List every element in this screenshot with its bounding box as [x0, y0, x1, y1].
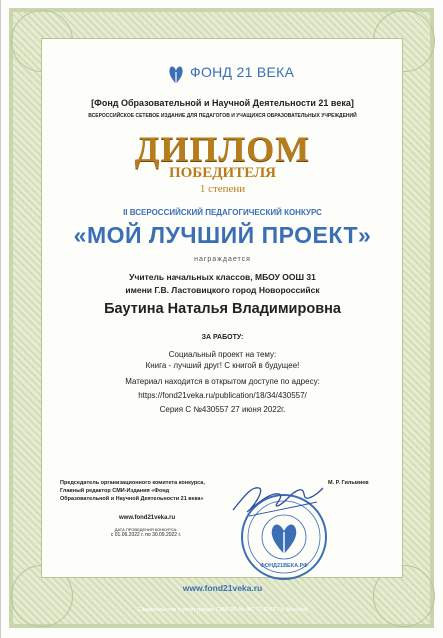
registration-certificate: Свидетельство о регистрации СМИ ЭЛ № ФС 77-83417 (г. Москва)	[137, 607, 308, 613]
chair-line2: Главный редактор СМИ-Издания «Фонд	[60, 488, 170, 494]
work-title-line2: Книга - лучший друг! С книгой в будущее!	[145, 361, 300, 370]
awarded-label: награждается	[194, 256, 251, 263]
contest-name: «МОЙ ЛУЧШИЙ ПРОЕКТ»	[73, 222, 372, 248]
access-note: Материал находится в открытом доступе по адресу:	[125, 377, 320, 386]
contest-dates: с 01.06.2022 г. по 30.09.2022 г.	[110, 532, 182, 538]
diploma-title: ДИПЛОМ	[134, 129, 311, 169]
chair-line1: Председатель организационного комитета конкурса,	[60, 480, 205, 486]
publication-url: https://fond21veka.ru/publication/18/34/430557/	[138, 391, 307, 400]
chair-line3: Образовательной и Научной Деятельности 21 века»	[60, 496, 204, 502]
fond-logo-icon	[167, 64, 185, 86]
handwritten-signature	[229, 478, 325, 522]
signer-name: М. Р. Гильмиев	[328, 480, 369, 486]
series-number: Серия С №430557 27 июня 2022г.	[159, 405, 286, 414]
degree-label: 1 степени	[199, 183, 246, 195]
seal-label: ФОНД21ВЕКА.РФ	[260, 563, 308, 569]
work-title-line1: Социальный проект на тему:	[168, 350, 277, 359]
logo-text: ФОНД 21 ВЕКА	[190, 64, 295, 80]
contest-dates-label: ДАТА ПРОВЕДЕНИЯ КОНКУРСА:	[114, 527, 178, 532]
site-small: www.fond21veka.ru	[119, 515, 176, 521]
organization-subtitle: ВСЕРОССИЙСКОЕ СЕТЕВОЕ ИЗДАНИЕ ДЛЯ ПЕДАГОГОВ И УЧАЩИХСЯ ОБРАЗОВАТЕЛЬНЫХ УЧРЕЖДЕНИЙ	[88, 113, 357, 119]
recipient-position-line2: имени Г.В. Ластовицкого город Новороссийск	[125, 285, 320, 295]
recipient-name: Баутина Наталья Владимировна	[104, 301, 341, 317]
chair-signature-block	[60, 479, 220, 503]
organization-name: [Фонд Образовательной и Научной Деятельности 21 века]	[91, 98, 354, 108]
website-link[interactable]: www.fond21veka.ru	[182, 583, 263, 593]
winner-label: ПОБЕДИТЕЛЯ	[168, 165, 277, 181]
recipient-position-line1: Учитель начальных классов, МБОУ ООШ 31	[129, 272, 316, 282]
contest-type: II ВСЕРОССИЙСКИЙ ПЕДАГОГИЧЕСКИЙ КОНКУРС	[123, 208, 322, 217]
work-label: ЗА РАБОТУ:	[201, 334, 244, 341]
